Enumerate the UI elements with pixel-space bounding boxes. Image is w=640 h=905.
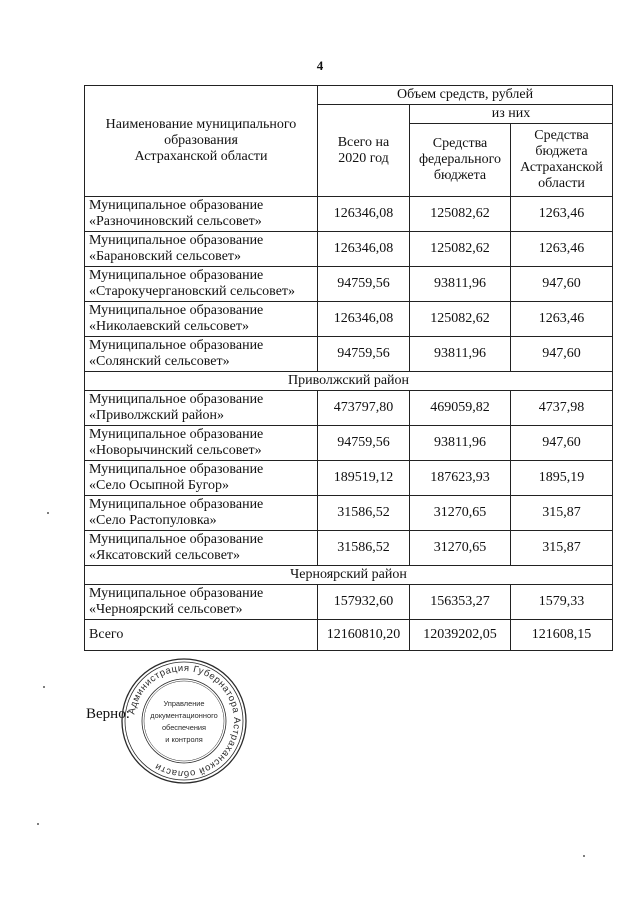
table-row [85, 302, 613, 337]
amount-federal: 125082,62 [410, 197, 511, 232]
amount-total: 94759,56 [318, 337, 410, 372]
amount-total: 94759,56 [318, 426, 410, 461]
district-label: Черноярский район [85, 566, 613, 585]
amount-total: 126346,08 [318, 232, 410, 267]
scan-speck [43, 686, 45, 688]
municipality-type: Муниципальное образование [89, 497, 264, 512]
amount-regional: 1579,33 [511, 585, 613, 620]
total-label: Всего [85, 620, 318, 651]
official-stamp [120, 657, 248, 785]
header-municipality-line: Астраханской области [134, 149, 268, 164]
amount-total: 126346,08 [318, 302, 410, 337]
funding-table [84, 85, 613, 651]
page-number: 4 [316, 58, 324, 73]
stamp-center-line: документационного [150, 711, 218, 720]
scan-speck [37, 823, 39, 825]
municipality-name [85, 267, 318, 302]
table-row [85, 531, 613, 566]
municipality-name [85, 461, 318, 496]
header-total [318, 105, 410, 197]
municipality-type: Муниципальное образование [89, 586, 264, 601]
amount-total: 189519,12 [318, 461, 410, 496]
amount-regional: 315,87 [511, 496, 613, 531]
amount-federal: 93811,96 [410, 337, 511, 372]
municipality-title: «Черноярский сельсовет» [89, 602, 243, 617]
municipality-title: «Старокучергановский сельсовет» [89, 284, 296, 299]
stamp-center-line: и контроля [165, 735, 203, 744]
amount-regional: 947,60 [511, 267, 613, 302]
header-federal-line: бюджета [433, 168, 487, 183]
municipality-name [85, 337, 318, 372]
municipality-type: Муниципальное образование [89, 462, 264, 477]
district-row [85, 566, 613, 585]
amount-federal: 12039202,05 [410, 620, 511, 651]
total-row [85, 620, 613, 651]
stamp-ring-text: Администрация Губернатора Астраханской области [126, 662, 243, 780]
amount-total: 94759,56 [318, 267, 410, 302]
header-municipality-line: образования [164, 133, 238, 148]
amount-regional: 4737,98 [511, 391, 613, 426]
table-row [85, 232, 613, 267]
header-federal [410, 124, 511, 197]
header-regional-line: Средства [534, 128, 589, 143]
municipality-name [85, 531, 318, 566]
municipality-type: Муниципальное образование [89, 392, 264, 407]
amount-regional: 1263,46 [511, 232, 613, 267]
header-federal-line: Средства [432, 136, 488, 151]
table-row [85, 337, 613, 372]
table-row [85, 585, 613, 620]
municipality-title: «Разночиновский сельсовет» [89, 214, 262, 229]
amount-federal: 93811,96 [410, 267, 511, 302]
header-regional-line: бюджета [535, 144, 588, 159]
municipality-title: «Барановский сельсовет» [89, 249, 242, 264]
municipality-type: Муниципальное образование [89, 338, 264, 353]
municipality-title: «Николаевский сельсовет» [89, 319, 249, 334]
amount-federal: 187623,93 [410, 461, 511, 496]
amount-federal: 93811,96 [410, 426, 511, 461]
municipality-name [85, 197, 318, 232]
municipality-type: Муниципальное образование [89, 427, 264, 442]
table-row [85, 391, 613, 426]
district-label: Приволжский район [85, 372, 613, 391]
amount-total: 31586,52 [318, 531, 410, 566]
amount-regional: 1263,46 [511, 197, 613, 232]
municipality-title: «Село Осыпной Бугор» [89, 478, 229, 493]
header-municipality [85, 86, 318, 197]
municipality-name [85, 302, 318, 337]
header-total-line: 2020 год [338, 150, 389, 166]
municipality-type: Муниципальное образование [89, 233, 264, 248]
municipality-name [85, 391, 318, 426]
amount-federal: 31270,65 [410, 531, 511, 566]
municipality-title: «Новорычинский сельсовет» [89, 443, 262, 458]
amount-total: 12160810,20 [318, 620, 410, 651]
municipality-type: Муниципальное образование [89, 268, 264, 283]
header-regional-line: области [538, 176, 585, 191]
municipality-name [85, 585, 318, 620]
amount-federal: 125082,62 [410, 302, 511, 337]
table-row [85, 426, 613, 461]
amount-total: 126346,08 [318, 197, 410, 232]
header-regional-line: Астраханской [520, 160, 603, 175]
amount-regional: 315,87 [511, 531, 613, 566]
amount-federal: 469059,82 [410, 391, 511, 426]
stamp-center-line: обеспечения [161, 723, 207, 732]
amount-regional: 947,60 [511, 337, 613, 372]
amount-regional: 1263,46 [511, 302, 613, 337]
stamp-center-line: Управление [163, 699, 205, 708]
table-row [85, 197, 613, 232]
amount-total: 157932,60 [318, 585, 410, 620]
municipality-title: «Приволжский район» [89, 408, 225, 423]
header-total-line: Всего на [337, 134, 390, 150]
header-of-which: из них [410, 105, 613, 124]
amount-regional: 947,60 [511, 426, 613, 461]
header-federal-line: федерального [418, 152, 502, 167]
municipality-type: Муниципальное образование [89, 532, 264, 547]
header-regional [511, 124, 613, 197]
scan-speck [583, 855, 585, 857]
municipality-name [85, 496, 318, 531]
municipality-title: «Яксатовский сельсовет» [89, 548, 241, 563]
table-row [85, 496, 613, 531]
amount-regional: 121608,15 [511, 620, 613, 651]
amount-federal: 125082,62 [410, 232, 511, 267]
scan-speck [47, 512, 49, 514]
municipality-name [85, 232, 318, 267]
municipality-title: «Село Растопуловка» [89, 513, 217, 528]
municipality-type: Муниципальное образование [89, 198, 264, 213]
municipality-name [85, 426, 318, 461]
header-volume: Объем средств, рублей [318, 86, 613, 105]
amount-federal: 31270,65 [410, 496, 511, 531]
verno-label: Верно: [86, 706, 130, 722]
amount-regional: 1895,19 [511, 461, 613, 496]
header-row-1 [85, 86, 613, 105]
amount-federal: 156353,27 [410, 585, 511, 620]
amount-total: 473797,80 [318, 391, 410, 426]
table-row [85, 267, 613, 302]
municipality-type: Муниципальное образование [89, 303, 264, 318]
header-municipality-line: Наименование муниципального [105, 117, 297, 132]
table-row [85, 461, 613, 496]
amount-total: 31586,52 [318, 496, 410, 531]
municipality-title: «Солянский сельсовет» [89, 354, 230, 369]
district-row [85, 372, 613, 391]
